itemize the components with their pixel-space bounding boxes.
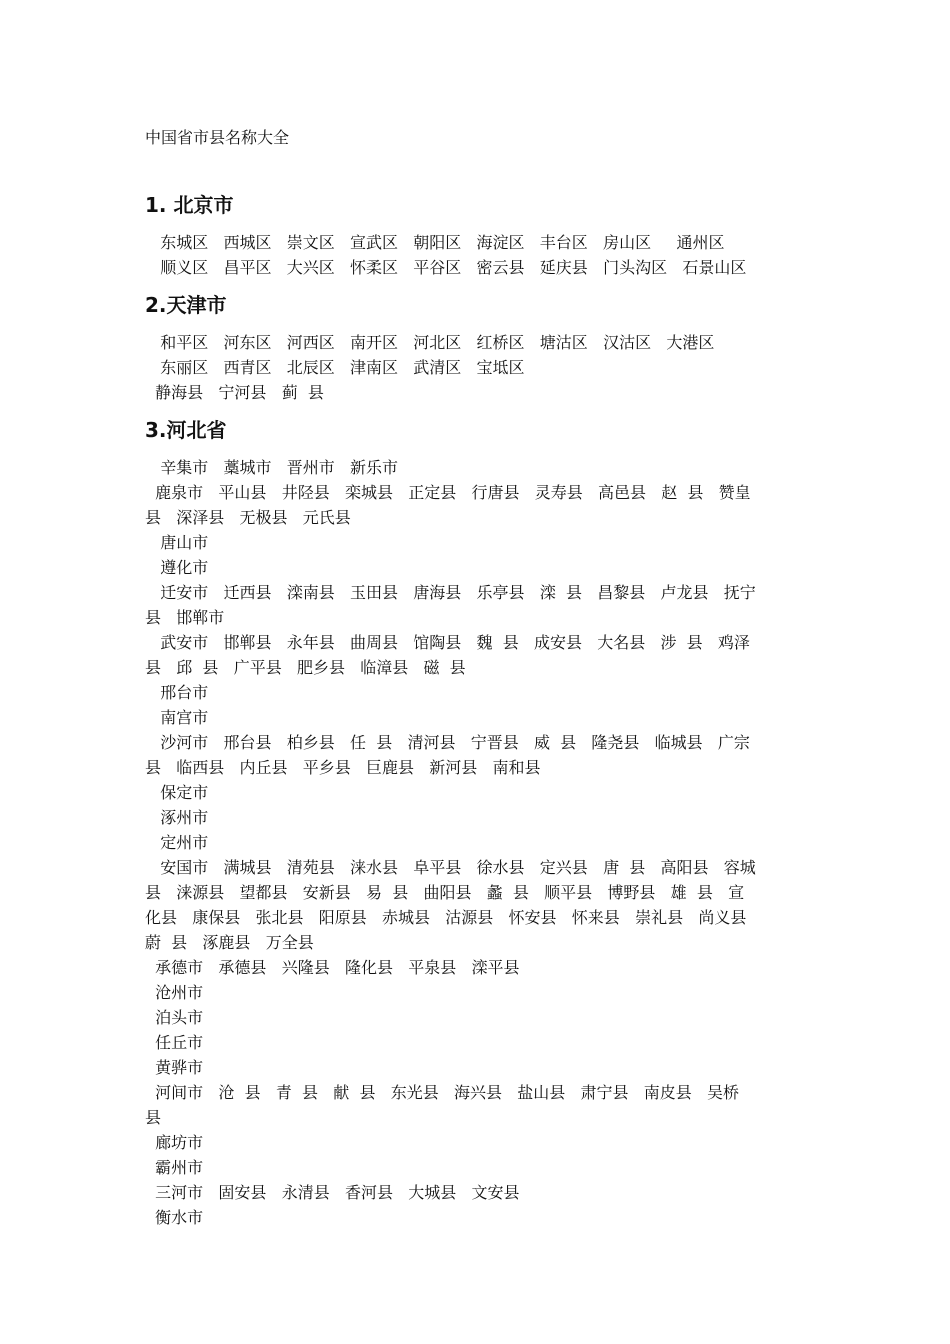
region-line: 沙河市 邢台县 柏乡县 任 县 清河县 宁晋县 威 县 隆尧县 临城县 广宗 xyxy=(145,733,750,752)
region-line: 任丘市 xyxy=(145,1033,204,1052)
section-body xyxy=(145,455,810,1230)
region-line: 廊坊市 xyxy=(145,1133,204,1152)
region-line: 唐山市 xyxy=(145,533,209,552)
region-line: 涿州市 xyxy=(145,808,209,827)
region-line: 黄骅市 xyxy=(145,1058,204,1077)
region-line: 静海县 宁河县 蓟 县 xyxy=(145,383,324,402)
section-heading: 2.天津市 xyxy=(145,293,227,317)
document-title: 中国省市县名称大全 xyxy=(145,128,290,147)
section-heading: 3.河北省 xyxy=(145,418,227,442)
document-page xyxy=(145,125,810,1238)
region-line: 霸州市 xyxy=(145,1158,204,1177)
region-line: 化县 康保县 张北县 阳原县 赤城县 沽源县 怀安县 怀来县 崇礼县 尚义县 xyxy=(145,908,747,927)
region-line: 县 深泽县 无极县 元氏县 xyxy=(145,508,351,527)
region-line: 武安市 邯郸县 永年县 曲周县 馆陶县 魏 县 成安县 大名县 涉 县 鸡泽 xyxy=(145,633,750,652)
region-line: 顺义区 昌平区 大兴区 怀柔区 平谷区 密云县 延庆县 门头沟区 石景山区 xyxy=(145,258,747,277)
region-line: 东丽区 西青区 北辰区 津南区 武清区 宝坻区 xyxy=(145,358,525,377)
section-body xyxy=(145,230,810,280)
region-line: 和平区 河东区 河西区 南开区 河北区 红桥区 塘沽区 汉沽区 大港区 xyxy=(145,333,715,352)
region-line: 河间市 沧 县 青 县 献 县 东光县 海兴县 盐山县 肃宁县 南皮县 吴桥 xyxy=(145,1083,740,1102)
region-line: 县 临西县 内丘县 平乡县 巨鹿县 新河县 南和县 xyxy=(145,758,541,777)
sections-container xyxy=(145,188,810,1230)
region-line: 迁安市 迁西县 滦南县 玉田县 唐海县 乐亭县 滦 县 昌黎县 卢龙县 抚宁 xyxy=(145,583,756,602)
region-line: 保定市 xyxy=(145,783,209,802)
region-line: 县 邯郸市 xyxy=(145,608,225,627)
region-line: 遵化市 xyxy=(145,558,209,577)
section-body xyxy=(145,330,810,405)
region-line: 辛集市 藁城市 晋州市 新乐市 xyxy=(145,458,399,477)
region-line: 泊头市 xyxy=(145,1008,204,1027)
region-line: 定州市 xyxy=(145,833,209,852)
region-line: 邢台市 xyxy=(145,683,209,702)
region-line: 蔚 县 涿鹿县 万全县 xyxy=(145,933,314,952)
region-line: 沧州市 xyxy=(145,983,204,1002)
section-heading: 1. 北京市 xyxy=(145,193,234,217)
region-line: 安国市 满城县 清苑县 涞水县 阜平县 徐水县 定兴县 唐 县 高阳县 容城 xyxy=(145,858,756,877)
region-line: 县 涞源县 望都县 安新县 易 县 曲阳县 蠡 县 顺平县 博野县 雄 县 宣 xyxy=(145,883,745,902)
region-line: 南宫市 xyxy=(145,708,209,727)
region-line: 县 xyxy=(145,1108,162,1127)
region-line: 东城区 西城区 崇文区 宣武区 朝阳区 海淀区 丰台区 房山区 通州区 xyxy=(145,233,725,252)
region-line: 衡水市 xyxy=(145,1208,204,1227)
region-line: 鹿泉市 平山县 井陉县 栾城县 正定县 行唐县 灵寿县 高邑县 赵 县 赞皇 xyxy=(145,483,751,502)
region-line: 承德市 承德县 兴隆县 隆化县 平泉县 滦平县 xyxy=(145,958,520,977)
region-line: 三河市 固安县 永清县 香河县 大城县 文安县 xyxy=(145,1183,520,1202)
region-line: 县 邱 县 广平县 肥乡县 临漳县 磁 县 xyxy=(145,658,466,677)
